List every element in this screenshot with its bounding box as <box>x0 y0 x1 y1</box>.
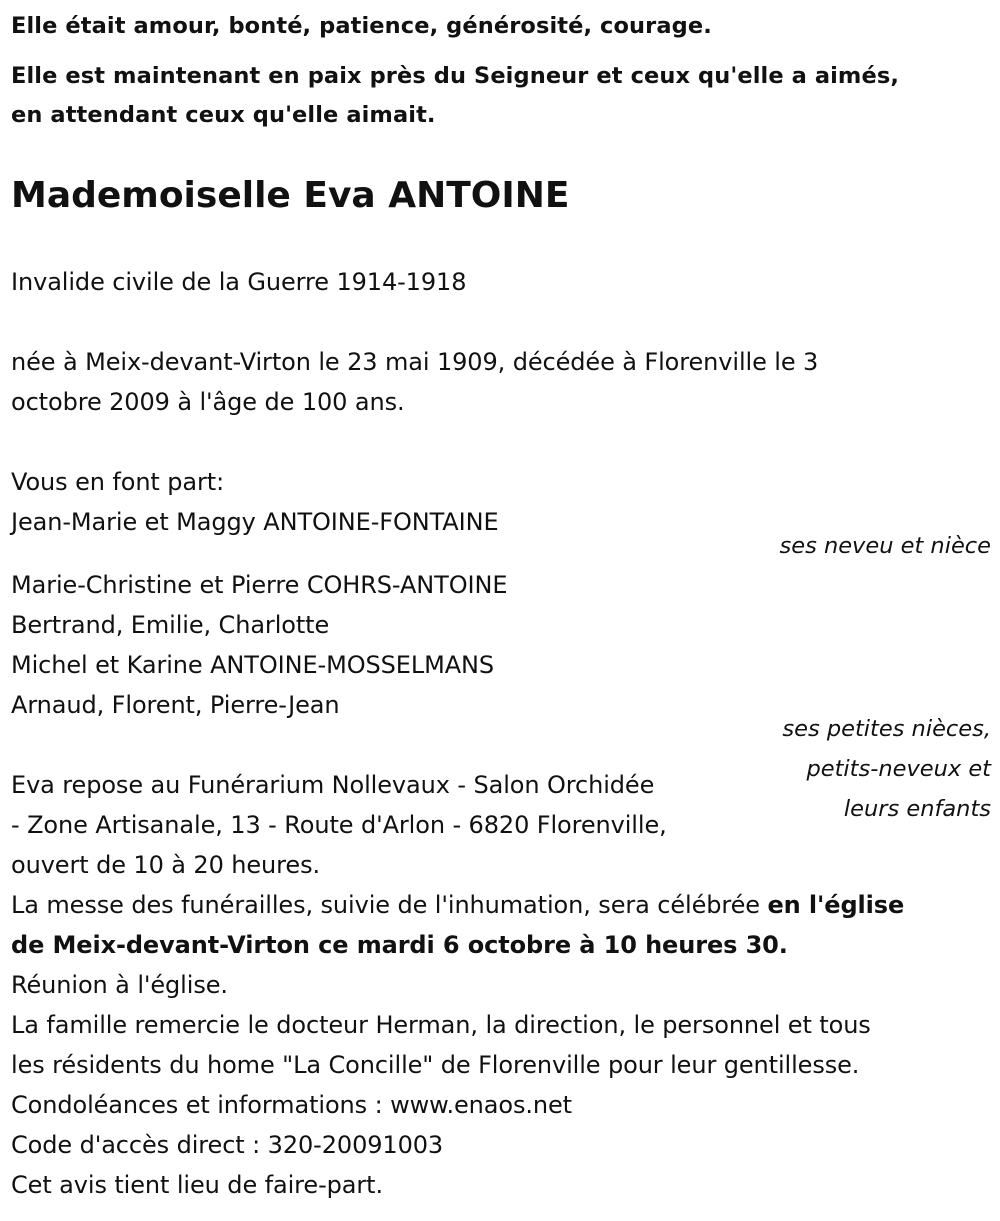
birth-death-line-1: née à Meix-devant-Virton le 23 mai 1909, décédée à Florenville le 3 <box>11 348 819 376</box>
mass-line-1-bold: en l'église <box>767 891 905 919</box>
repose-line-3: ouvert de 10 à 20 heures. <box>11 851 320 879</box>
intro-line-3: en attendant ceux qu'elle aimait. <box>11 102 436 128</box>
announcer-group2-name-4: Arnaud, Florent, Pierre-Jean <box>11 691 340 719</box>
announcers-intro: Vous en font part: <box>11 468 225 496</box>
mass-line-2: de Meix-devant-Virton ce mardi 6 octobre à 10 heures 30. <box>11 931 788 959</box>
notice-line: Cet avis tient lieu de faire-part. <box>11 1171 383 1199</box>
intro-line-2: Elle est maintenant en paix près du Seigneur et ceux qu'elle a aimés, <box>11 63 899 89</box>
condolences-line: Condoléances et informations : www.enaos.net <box>11 1091 572 1119</box>
announcer-group2-name-2: Bertrand, Emilie, Charlotte <box>11 611 330 639</box>
group2-relation-line-3: leurs enfants <box>843 796 991 822</box>
obituary-notice <box>11 0 991 1221</box>
subtitle: Invalide civile de la Guerre 1914-1918 <box>11 268 467 296</box>
group2-relation-line-2: petits-neveux et <box>806 756 991 782</box>
group1-relation: ses neveu et nièce <box>779 533 991 559</box>
thanks-line-2: les résidents du home "La Concille" de Florenville pour leur gentillesse. <box>11 1051 860 1079</box>
thanks-line-1: La famille remercie le docteur Herman, la direction, le personnel et tous <box>11 1011 871 1039</box>
deceased-name-title: Mademoiselle Eva ANTOINE <box>11 175 570 216</box>
repose-line-1: Eva repose au Funérarium Nollevaux - Salon Orchidée <box>11 771 655 799</box>
announcer-group2-name-3: Michel et Karine ANTOINE-MOSSELMANS <box>11 651 495 679</box>
reunion-line: Réunion à l'église. <box>11 971 228 999</box>
access-code-line: Code d'accès direct : 320-20091003 <box>11 1131 444 1159</box>
mass-line-1-plain: La messe des funérailles, suivie de l'inhumation, sera célébrée <box>11 891 768 919</box>
repose-line-2: - Zone Artisanale, 13 - Route d'Arlon - 6820 Florenville, <box>11 811 667 839</box>
announcer-group2-name-1: Marie-Christine et Pierre COHRS-ANTOINE <box>11 571 508 599</box>
announcer-group1-name: Jean-Marie et Maggy ANTOINE-FONTAINE <box>11 508 499 536</box>
birth-death-line-2: octobre 2009 à l'âge de 100 ans. <box>11 388 405 416</box>
intro-line-1: Elle était amour, bonté, patience, générosité, courage. <box>11 13 712 39</box>
group2-relation-line-1: ses petites nièces, <box>782 716 991 742</box>
mass-line-1 <box>11 885 904 925</box>
